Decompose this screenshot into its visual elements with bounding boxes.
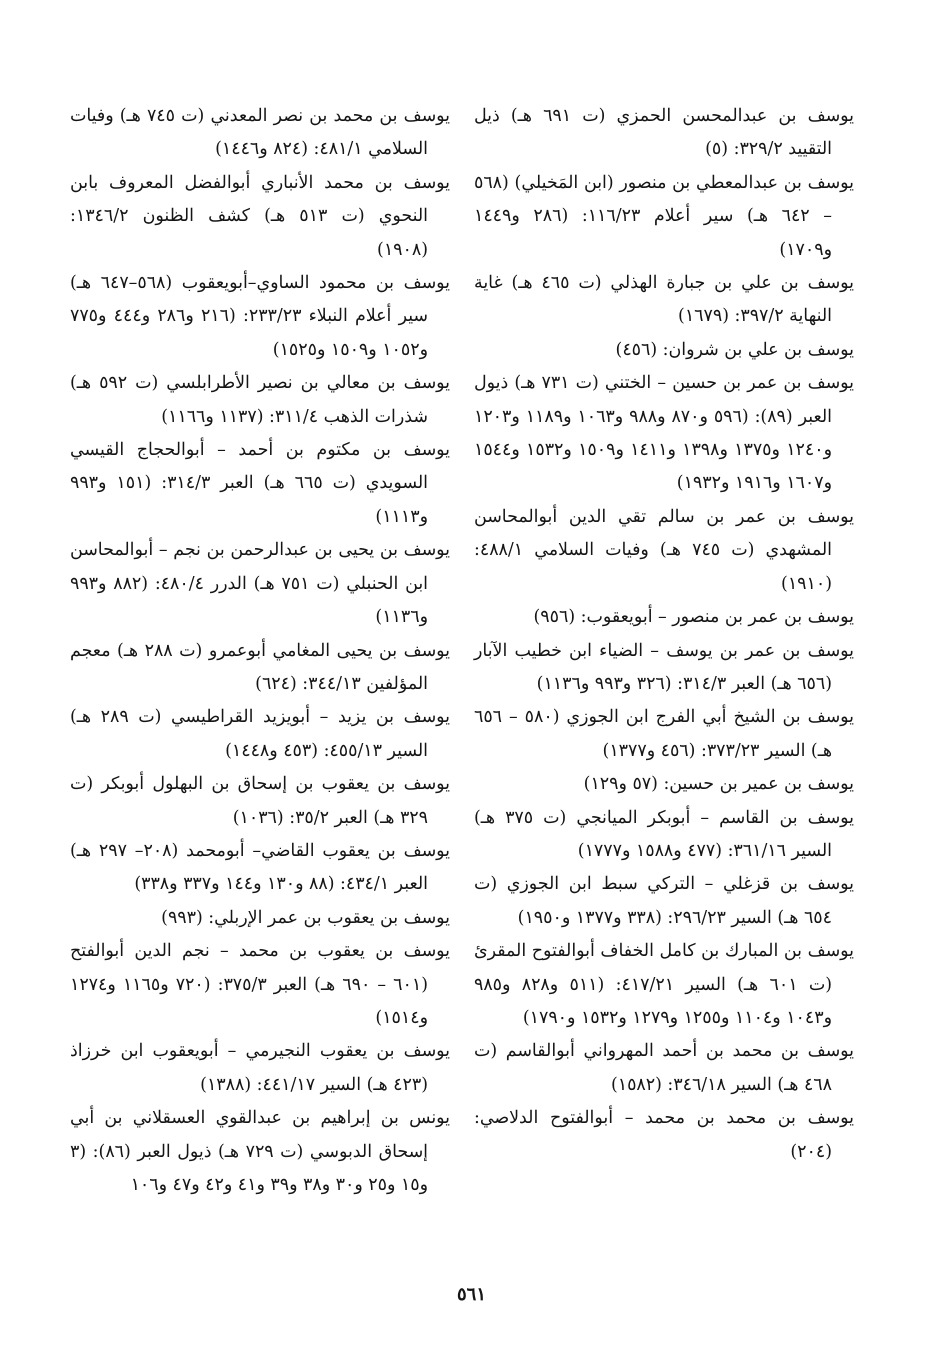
- index-entry: يوسف بن عبدالمحسن الحمزي (ت ٦٩١ هـ) ذيل التقييد ٣٢٩/٢: (٥): [474, 106, 854, 160]
- index-entry: يوسف بن عمر بن منصور – أبويعقوب: (٩٥٦): [533, 607, 854, 628]
- index-entry: يوسف بن يحيى المغامي أبوعمرو (ت ٢٨٨ هـ) معجم المؤلفين ٣٤٤/١٣: (٦٢٤): [70, 640, 450, 694]
- index-entry: يوسف بن الشيخ أبي الفرج ابن الجوزي (٥٨٠ – ٦٥٦ هـ) السير ٣٧٣/٢٣: (٤٥٦ و١٣٧٧): [474, 707, 854, 761]
- index-entry: يوسف بن يعقوب النجيرمي – أبويعقوب ابن خرزاذ (٤٢٣ هـ) السير ٤٤١/١٧: (١٣٨٨): [70, 1041, 450, 1095]
- index-entry: يوسف بن علي بن شروان: (٤٥٦): [615, 339, 854, 360]
- index-entry: يوسف بن القاسم – أبوبكر الميانجي (ت ٣٧٥ هـ) السير ٣٦١/١٦: (٤٧٧ و١٥٨٨ و١٧٧٧): [474, 807, 854, 861]
- index-entry: يوسف بن عمر بن سالم تقي الدين أبوالمحاسن المشهدي (ت ٧٤٥ هـ) وفيات السلامي ٤٨٨/١: (١٩١٠): [474, 506, 854, 594]
- index-entry: يوسف بن محمود الساوي–أبويعقوب (٥٦٨–٦٤٧ هـ) سير أعلام النبلاء ٢٣٣/٢٣: (٢١٦ و٢٨٦ و٤٤٤ و٧٧٥ و١٠٥٢ و١٥٠٩ و١٥٢٥): [70, 273, 450, 360]
- index-entry: يوسف بن يعقوب القاضي– أبومحمد (٢٠٨– ٢٩٧ هـ) العبر ٤٣٤/١: (٨٨ و١٣٠ و١٤٤ و٣٣٧ و٣٣٨): [70, 840, 450, 895]
- index-entry: يوسف بن يعقوب بن محمد – نجم الدين أبوالفتح (٦٠١ – ٦٩٠ هـ) العبر ٣٧٥/٣: (٧٢٠ و١١٦٥ و١٢٧٤ و١٥١٤): [70, 941, 450, 1028]
- index-entry: يوسف بن يعقوب بن عمر الإربلي: (٩٩٣): [161, 907, 450, 928]
- index-entry: يوسف بن عمير بن حسين: (٥٧ و١٢٩): [583, 774, 854, 795]
- page-number: ٥٦١: [456, 1284, 486, 1305]
- index-entry: يونس بن إبراهيم بن عبدالقوي العسقلاني بن أبي إسحاق الدبوسي (ت ٧٢٩ هـ) ذيول العبر (٨٦): (٣ و١٥ و٢٥ و٣٠ و٣٨ و٣٩ و٤١ و٤٢ و٤٧ و١٠٦: [70, 1108, 450, 1195]
- index-entry: يوسف بن يزيد – أبويزيد القراطيسي (ت ٢٨٩ هـ) السير ٤٥٥/١٣: (٤٥٣ و١٤٤٨): [70, 707, 450, 761]
- index-entry: يوسف بن معالي بن نصير الأطرابلسي (ت ٥٩٢ هـ) شذرات الذهب ٣١١/٤: (١١٣٧ و١١٦٦): [70, 373, 450, 427]
- index-entry: يوسف بن مكتوم بن أحمد – أبوالحجاج القيسي السويدي (ت ٦٦٥ هـ) العبر ٣١٤/٣: (١٥١ و٩٩٣ و١١١٣): [70, 440, 450, 527]
- index-entry: يوسف بن عمر بن يوسف – الضياء ابن خطيب الآبار (٦٥٦ هـ) العبر ٣١٤/٣: (٣٢٦ و٩٩٣ و١١٣٦): [474, 640, 854, 694]
- index-entry: يوسف بن يحيى بن عبدالرحمن بن نجم – أبوالمحاسن ابن الحنبلي (ت ٧٥١ هـ) الدرر ٤٨٠/٤: (٨٨٢ و٩٩٣ و١١٣٦): [70, 540, 450, 628]
- index-entry: يوسف بن يعقوب بن إسحاق بن البهلول أبوبكر (ت ٣٢٩ هـ) العبر ٣٥/٢: (١٠٣٦): [70, 774, 450, 828]
- index-entry: يوسف بن محمد الأنباري أبوالفضل المعروف بابن النحوي (ت ٥١٣ هـ) كشف الظنون ١٣٤٦/٢: (١٩٠٨): [70, 172, 450, 260]
- index-entry: يوسف بن المبارك بن كامل الخفاف أبوالفتوح المقرئ (ت ٦٠١ هـ) السير ٤١٧/٢١: (٥١١ و٨٢٨ و٩٨٥ و١٠٤٣ و١١٠٤ و١٢٥٥ و١٢٧٩ و١٥٣٢ و١٧٩٠): [474, 941, 854, 1028]
- index-entry: يوسف بن محمد بن محمد – أبوالفتوح الدلاصي: (٢٠٤): [474, 1108, 854, 1162]
- index-entry: يوسف بن علي بن جبارة الهذلي (ت ٤٦٥ هـ) غاية النهاية ٣٩٧/٢: (١٦٧٩): [474, 273, 854, 327]
- index-entry: يوسف بن محمد بن أحمد المهرواني أبوالقاسم (ت ٤٦٨ هـ) السير ٣٤٦/١٨: (١٥٨٢): [474, 1041, 854, 1095]
- right-column: [474, 100, 854, 1169]
- index-entry: يوسف بن عمر بن حسين – الختني (ت ٧٣١ هـ) ذيول العبر (٨٩): (٥٩٦ و٨٧٠ و٩٨٨ و١٠٦٣ و١١٨٩ و١٢٠٣ و١٢٤٠ و١٣٧٥ و١٣٩٨ و١٤١١ و١٥٠٩ و١٥٣٢ و١٥٤٤ و١٦٠٧ و١٩١٦ و١٩٣٢): [474, 373, 854, 494]
- index-entry: يوسف بن قزغلي – التركي سبط ابن الجوزي (ت ٦٥٤ هـ) السير ٢٩٦/٢٣: (٣٣٨ و١٣٧٧ و١٩٥٠): [474, 874, 854, 928]
- left-column: [70, 100, 450, 1202]
- index-entry: يوسف بن عبدالمعطي بن منصور (ابن المَخيلي) (٥٦٨ – ٦٤٢ هـ) سير أعلام ١١٦/٢٣: (٢٨٦ و١٤٤٩ و١٧٠٩): [474, 172, 854, 260]
- index-entry: يوسف بن محمد بن نصر المعدني (ت ٧٤٥ هـ) وفيات السلامي ٤٨١/١: (٨٢٤ و١٤٤٦): [70, 106, 450, 160]
